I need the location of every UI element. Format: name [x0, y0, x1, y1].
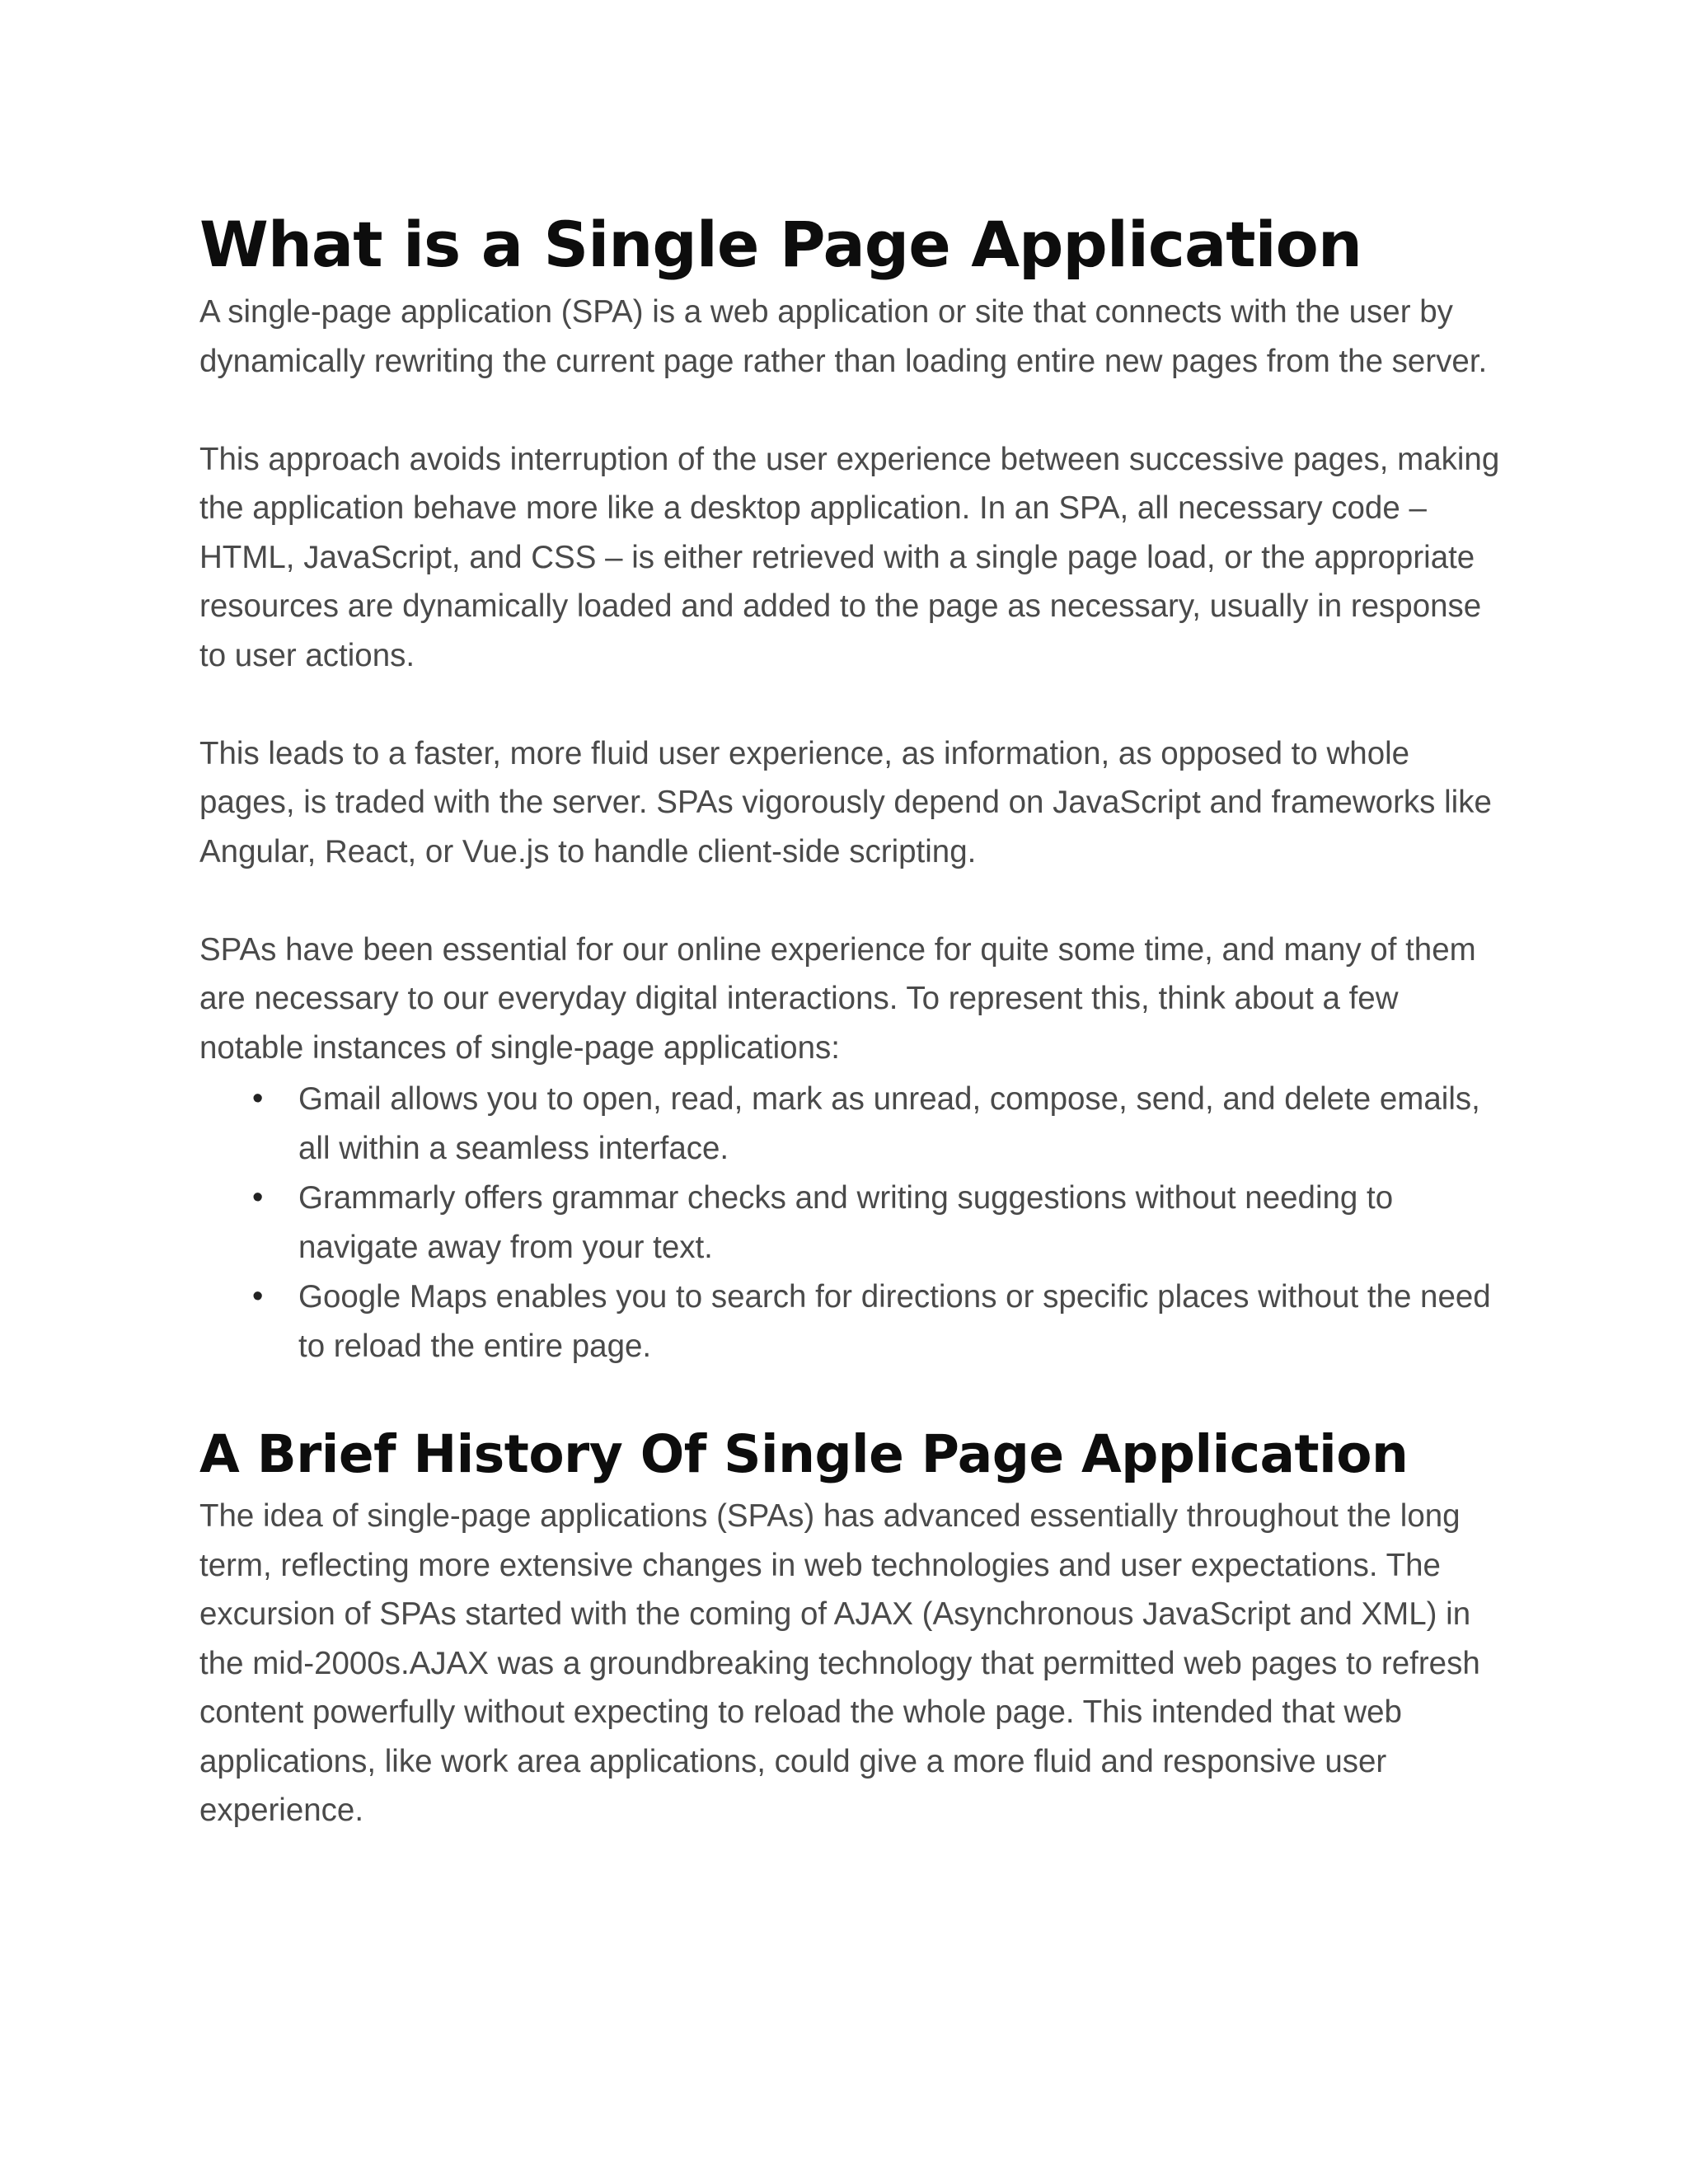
section-spacer — [199, 1371, 1502, 1418]
paragraph-approach: This approach avoids interruption of the user experience between successive pages, making the application behave more like a desktop application. In an SPA, all necessary code – HTML, JavaScript, and CSS – is either retrieved with a single page load, or the appropriate resources are dynamically loaded and added to the page as necessary, usually in response to user actions. — [199, 441, 1500, 673]
paragraph-benefits: This leads to a faster, more fluid user experience, as information, as opposed to whole pages, is traded with the server. SPAs vigorously depend on JavaScript and frameworks like Angular, React, or Vue.js to handle client-side scripting. — [199, 735, 1492, 869]
list-item — [199, 1174, 1502, 1272]
list-item — [199, 1272, 1502, 1371]
paragraph-history: The idea of single-page applications (SPAs) has advanced essentially throughout the long term, reflecting more extensive changes in web technologies and user expectations. The excursion of SPAs started with the coming of AJAX (Asynchronous JavaScript and XML) in the mid-2000s.AJAX was a groundbreaking technology that permitted web pages to refresh content powerfully without expecting to reload the whole page. This intended that web applications, like work area applications, could give a more fluid and responsive user experience. — [199, 1498, 1480, 1828]
bullet-icon: • — [252, 1180, 264, 1215]
paragraph-examples-intro: SPAs have been essential for our online experience for quite some time, and many of them are necessary to our everyday digital interactions. To represent this, think about a few notable instances of single-page applications: — [199, 931, 1476, 1066]
section-intro — [199, 288, 1502, 1371]
page-title: What is a Single Page Application — [199, 208, 1362, 281]
document-page — [199, 202, 1502, 1835]
list-item-text: Grammarly offers grammar checks and writing suggestions without needing to navigate away from your text. — [298, 1180, 1394, 1265]
paragraph-definition: A single-page application (SPA) is a web application or site that connects with the user by dynamically rewriting the current page rather than loading entire new pages from the server. — [199, 294, 1488, 379]
list-item — [199, 1075, 1502, 1173]
section-history — [199, 1492, 1502, 1835]
bullet-icon: • — [252, 1081, 264, 1116]
examples-list — [199, 1075, 1502, 1371]
list-item-text: Gmail allows you to open, read, mark as unread, compose, send, and delete emails, all within a seamless interface. — [298, 1081, 1480, 1166]
history-heading: A Brief History Of Single Page Application — [199, 1424, 1409, 1484]
bullet-icon: • — [252, 1279, 264, 1314]
list-item-text: Google Maps enables you to search for directions or specific places without the need to reload the entire page. — [298, 1279, 1491, 1364]
